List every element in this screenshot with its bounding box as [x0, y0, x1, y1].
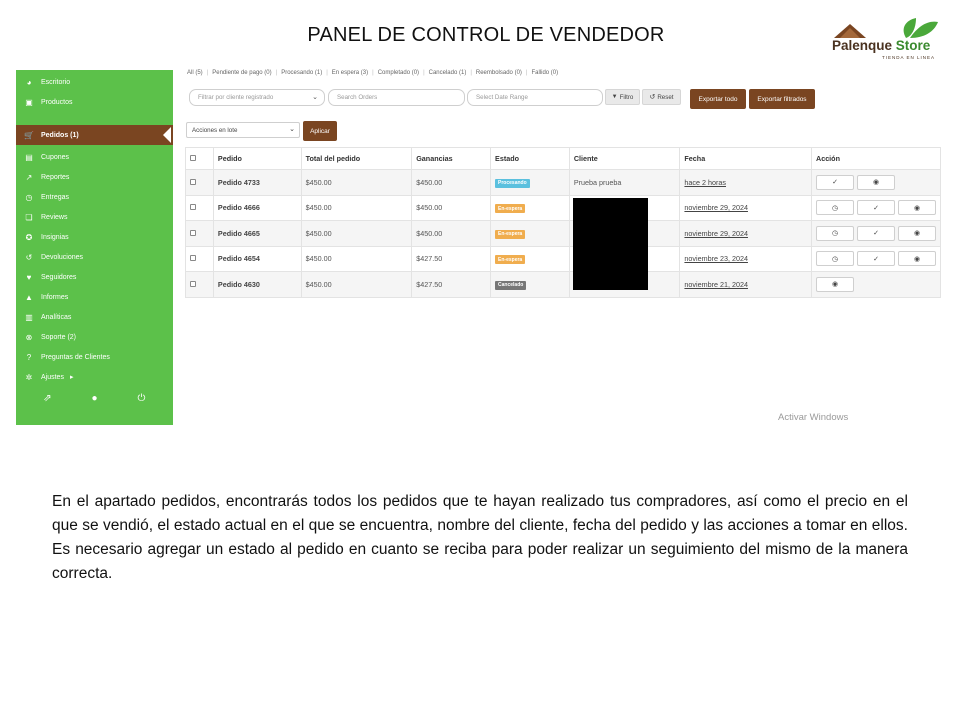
status-filter-link[interactable]: En espera (3) — [331, 70, 369, 76]
row-checkbox[interactable] — [190, 204, 196, 210]
earnings-cell: $450.00 — [412, 221, 491, 247]
award-icon: ✪ — [25, 232, 33, 242]
link-separator: | — [326, 70, 328, 76]
earnings-cell: $427.50 — [412, 246, 491, 272]
link-separator: | — [525, 70, 528, 76]
clock-action-button[interactable] — [816, 200, 854, 215]
dashboard-icon: ◕ — [26, 77, 32, 87]
check-icon: ✓ — [832, 179, 838, 187]
clock-icon: ◷ — [25, 192, 33, 202]
slide-description: En el apartado pedidos, encontrarás todos los pedidos que te hayan realizado tus compradores, así como el precio en el que se vendió, el estado actual en el que se encuentra, nombre del cliente, fecha del pedido y las acciones a tomar en ellos. Es necesario agregar un estado al pedido en cuanto se reciba para poder realizar un seguimiento del mismo de la manera correcta. — [52, 493, 908, 582]
briefcase-icon: ▣ — [25, 97, 33, 107]
eye-action-button[interactable] — [857, 175, 895, 190]
actions-cell — [812, 272, 941, 298]
col-fecha: Fecha — [680, 148, 812, 170]
sidebar-item-label: Devoluciones — [41, 253, 84, 261]
sidebar-item-label: Productos — [41, 98, 73, 106]
filter-button[interactable]: ▼ Filtro — [605, 89, 640, 105]
sidebar-item-cupones[interactable] — [16, 149, 173, 165]
clock-icon: ◷ — [831, 255, 839, 263]
table-row — [186, 272, 941, 298]
clock-icon: ◷ — [831, 230, 839, 238]
lifebuoy-icon: ⊗ — [25, 332, 33, 342]
total-cell: $450.00 — [301, 272, 412, 298]
sidebar-item-productos[interactable] — [16, 94, 173, 110]
link-separator: | — [372, 70, 374, 76]
comments-icon: ❏ — [25, 212, 33, 222]
total-cell: $450.00 — [301, 246, 412, 272]
sidebar-item-seguidores[interactable] — [16, 269, 173, 285]
sidebar-item-label: Escritorio — [41, 78, 71, 86]
heart-icon: ♥ — [26, 272, 32, 282]
reset-icon: ↺ — [649, 94, 656, 101]
bar-chart-icon: ▥ — [25, 312, 33, 322]
status-badge: En-espera — [495, 255, 525, 264]
row-checkbox[interactable] — [190, 281, 196, 287]
palenque-store-logo — [830, 16, 942, 64]
col-accion: Acción — [812, 148, 941, 170]
status-cell — [491, 221, 570, 247]
total-cell: $450.00 — [301, 170, 412, 196]
vendor-sidebar — [16, 70, 173, 425]
status-filter-link[interactable]: Pendiente de pago (0) — [212, 70, 272, 76]
table-header-row — [186, 148, 941, 170]
status-badge: Procesando — [495, 179, 530, 188]
table-row — [186, 246, 941, 272]
order-link[interactable]: Pedido 4654 — [217, 254, 260, 264]
reset-button[interactable]: ↺ Reset — [642, 89, 681, 105]
order-cell — [213, 170, 301, 196]
bulk-actions-select[interactable]: Acciones en lote ⌄ — [186, 122, 300, 138]
link-separator: | — [423, 70, 425, 76]
apply-bulk-button[interactable]: Aplicar — [303, 121, 337, 141]
sidebar-item-ajustes[interactable] — [16, 369, 173, 385]
eye-icon: ◉ — [872, 179, 880, 187]
eye-icon: ◉ — [913, 255, 921, 263]
clock-action-button[interactable] — [816, 251, 854, 266]
row-checkbox[interactable] — [190, 179, 196, 185]
sidebar-item-soporte-2[interactable] — [16, 329, 173, 345]
sidebar-item-escritorio[interactable] — [16, 74, 173, 90]
order-date: hace 2 horas — [684, 177, 726, 187]
actions-cell — [812, 246, 941, 272]
status-cell — [491, 170, 570, 196]
sidebar-item-label: Reportes — [41, 173, 70, 181]
select-all-cell — [186, 148, 214, 170]
earnings-cell: $450.00 — [412, 170, 491, 196]
check-icon: ✓ — [873, 230, 879, 238]
sidebar-item-label: Seguidores — [41, 273, 77, 281]
order-link[interactable]: Pedido 4665 — [217, 228, 260, 238]
date-range-input[interactable]: Select Date Range — [467, 89, 603, 106]
order-date: noviembre 21, 2024 — [684, 279, 748, 289]
col-ganancias: Ganancias — [412, 148, 491, 170]
sidebar-item-label: Soporte (2) — [41, 333, 77, 341]
status-filter-link[interactable]: Fallido (0) — [531, 70, 559, 76]
table-row — [186, 221, 941, 247]
order-link[interactable]: Pedido 4630 — [217, 279, 260, 289]
order-date: noviembre 23, 2024 — [684, 254, 748, 264]
sidebar-item-label: Analíticas — [41, 313, 72, 321]
check-action-button[interactable] — [857, 251, 895, 266]
col-estado: Estado — [491, 148, 570, 170]
redacted-customer-block — [573, 198, 648, 290]
sidebar-item-label: Preguntas de Clientes — [41, 353, 110, 361]
row-select-cell — [186, 272, 214, 298]
sidebar-item-label: Entregas — [41, 193, 70, 201]
order-cell — [213, 246, 301, 272]
caret-right-icon: ▸ — [69, 374, 74, 381]
sidebar-item-label: Reviews — [41, 213, 68, 221]
sidebar-footer — [16, 393, 173, 404]
total-cell: $450.00 — [301, 221, 412, 247]
logo-text: Palenque Store — [832, 38, 931, 53]
order-date: noviembre 29, 2024 — [684, 228, 748, 238]
actions-cell — [812, 170, 941, 196]
clock-action-button[interactable] — [816, 226, 854, 241]
order-cell — [213, 272, 301, 298]
cart-icon: 🛒 — [24, 130, 34, 140]
row-select-cell — [186, 221, 214, 247]
status-filter-link[interactable]: All (5) — [187, 70, 203, 76]
eye-action-button[interactable] — [898, 226, 936, 241]
chevron-down-icon: ⌄ — [312, 94, 318, 101]
eye-icon: ◉ — [913, 230, 921, 238]
chevron-down-icon: ⌄ — [289, 126, 295, 133]
sidebar-item-label: Insignias — [41, 233, 69, 241]
earnings-cell: $450.00 — [412, 195, 491, 221]
table-row — [186, 170, 941, 196]
link-separator: | — [470, 70, 472, 76]
customer-filter-select[interactable]: Filtrar por cliente registrado ⌄ — [189, 89, 325, 106]
actions-cell — [812, 221, 941, 247]
user-icon[interactable]: ● — [91, 393, 98, 404]
windows-activation-watermark: Activar Windows — [778, 412, 849, 423]
row-select-cell — [186, 246, 214, 272]
check-action-button[interactable] — [857, 226, 895, 241]
power-icon[interactable]: ⏻ — [137, 393, 146, 404]
clock-icon: ◷ — [831, 204, 839, 212]
status-filter-link[interactable]: Completado (0) — [377, 70, 420, 76]
sidebar-item-label: Informes — [41, 293, 69, 301]
sidebar-item-label: Ajustes — [41, 373, 64, 381]
logo-tagline: TIENDA EN LINEA — [882, 55, 936, 60]
external-link-icon[interactable]: ⇗ — [43, 393, 52, 404]
date-cell — [680, 170, 812, 196]
total-cell: $450.00 — [301, 195, 412, 221]
eye-icon: ◉ — [831, 281, 839, 289]
sidebar-item-entregas[interactable] — [16, 189, 173, 205]
search-orders-input[interactable]: Search Orders — [328, 89, 465, 106]
date-cell — [680, 272, 812, 298]
bell-icon: ▲ — [25, 292, 33, 302]
earnings-cell: $427.50 — [412, 272, 491, 298]
status-badge: Cancelado — [495, 281, 526, 290]
status-filter-link[interactable]: Procesando (1) — [281, 70, 323, 76]
eye-icon: ◉ — [913, 204, 921, 212]
sidebar-item-insignias[interactable] — [16, 229, 173, 245]
col-total: Total del pedido — [301, 148, 412, 170]
gear-icon: ✲ — [25, 372, 33, 382]
order-link[interactable]: Pedido 4733 — [217, 177, 260, 187]
order-cell — [213, 221, 301, 247]
link-separator: | — [206, 70, 209, 76]
check-icon: ✓ — [873, 255, 879, 263]
slide-title: PANEL DE CONTROL DE VENDEDOR — [307, 24, 665, 46]
date-cell — [680, 221, 812, 247]
sidebar-item-preguntas-de-clientes[interactable] — [16, 349, 173, 365]
status-badge: En-espera — [495, 230, 525, 239]
link-separator: | — [275, 70, 278, 76]
sidebar-item-label: Cupones — [41, 153, 70, 161]
sidebar-item-reportes[interactable] — [16, 169, 173, 185]
sidebar-item-analíticas[interactable] — [16, 309, 173, 325]
date-cell — [680, 246, 812, 272]
check-action-button[interactable] — [857, 200, 895, 215]
gift-icon: ▤ — [25, 152, 33, 162]
sidebar-item-reviews[interactable] — [16, 209, 173, 225]
status-filter-link[interactable]: Reembolsado (0) — [475, 70, 522, 76]
table-row — [186, 195, 941, 221]
row-select-cell — [186, 170, 214, 196]
eye-action-button[interactable] — [898, 200, 936, 215]
status-badge: En-espera — [495, 204, 525, 213]
row-checkbox[interactable] — [190, 230, 196, 236]
undo-icon: ↺ — [25, 252, 33, 262]
date-cell — [680, 195, 812, 221]
order-date: noviembre 29, 2024 — [684, 203, 748, 213]
order-cell — [213, 195, 301, 221]
status-cell — [491, 272, 570, 298]
funnel-icon: ▼ — [611, 94, 618, 100]
row-checkbox[interactable] — [190, 255, 196, 261]
sidebar-item-label: Pedidos (1) — [41, 131, 79, 139]
order-link[interactable]: Pedido 4666 — [217, 203, 260, 213]
export-filtered-button[interactable]: Exportar filtrados — [749, 89, 815, 109]
chart-line-icon: ↗ — [25, 172, 33, 182]
eye-action-button[interactable] — [816, 277, 854, 292]
eye-action-button[interactable] — [898, 251, 936, 266]
sidebar-item-informes[interactable] — [16, 289, 173, 305]
orders-table — [185, 147, 941, 298]
status-filter-link[interactable]: Cancelado (1) — [428, 70, 467, 76]
sidebar-item-pedidos-1[interactable] — [16, 125, 173, 145]
select-all-checkbox[interactable] — [190, 155, 196, 161]
row-select-cell — [186, 195, 214, 221]
col-cliente: Cliente — [569, 148, 680, 170]
actions-cell — [812, 195, 941, 221]
customer-cell: Prueba prueba — [569, 170, 680, 196]
question-icon: ? — [26, 352, 32, 362]
col-pedido: Pedido — [213, 148, 301, 170]
status-filter-links — [187, 70, 562, 76]
status-cell — [491, 195, 570, 221]
export-all-button[interactable]: Exportar todo — [690, 89, 746, 109]
check-action-button[interactable] — [816, 175, 854, 190]
check-icon: ✓ — [873, 204, 879, 212]
status-cell — [491, 246, 570, 272]
sidebar-item-devoluciones[interactable] — [16, 249, 173, 265]
